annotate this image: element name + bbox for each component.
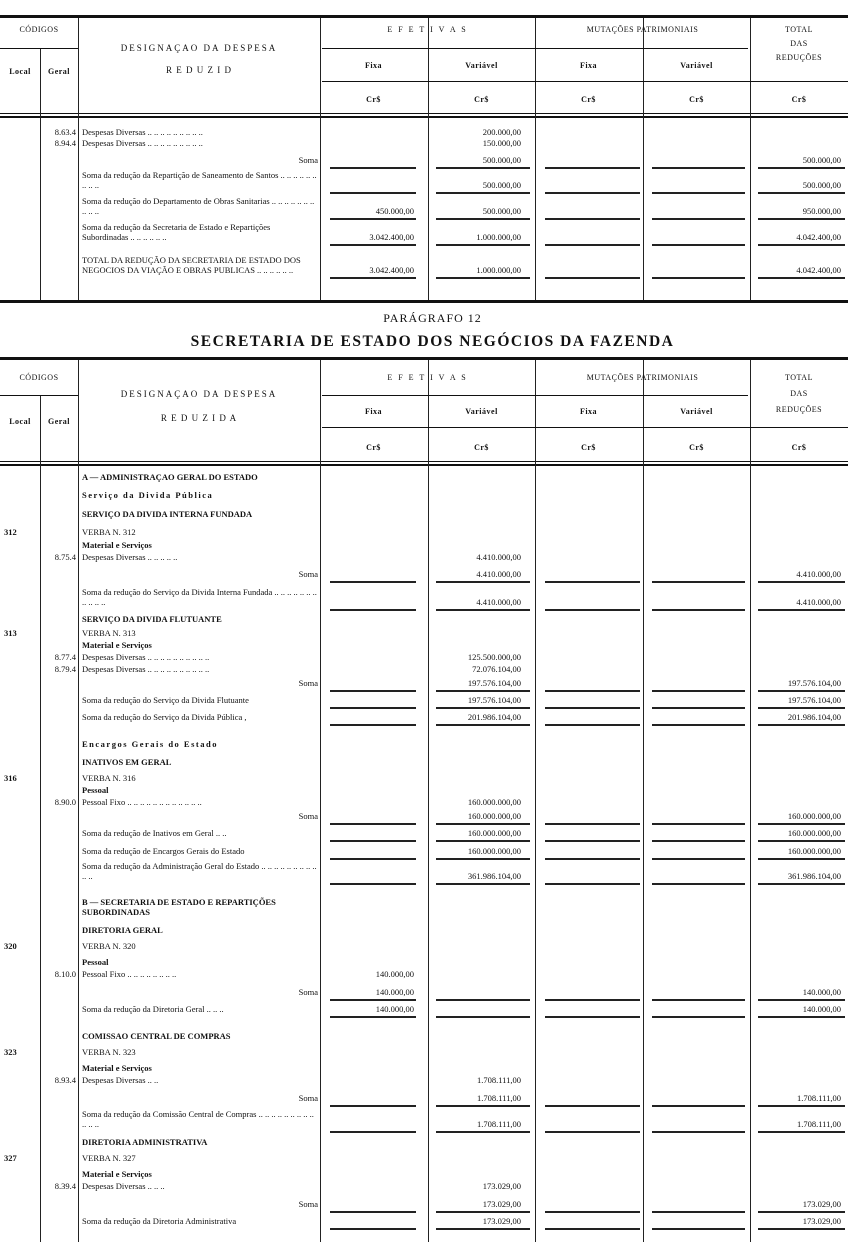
total-value: 500.000,00	[802, 180, 841, 190]
sum-underline	[758, 883, 845, 885]
efetivas-variavel-value: 72.076.104,00	[472, 664, 521, 674]
fixa-header: Fixa	[579, 61, 598, 70]
efetivas-fixa-value: 450.000,00	[375, 206, 414, 216]
efetivas-variavel-value: 1.000.000,00	[476, 232, 521, 242]
total-value: 197.576.104,00	[787, 678, 841, 688]
efetivas-variavel-value: 1.708.111,00	[477, 1119, 521, 1129]
sum-underline	[652, 999, 745, 1001]
expense-description: Soma	[298, 155, 318, 165]
currency-divider	[322, 427, 848, 428]
expense-description: Despesas Diversas .. ..	[82, 1075, 159, 1085]
general-code: 8.90.0	[54, 797, 76, 807]
local-code: 320	[4, 941, 17, 951]
sum-underline	[330, 1211, 416, 1213]
efetivas-variavel-value: 160.000.000,00	[467, 797, 521, 807]
sum-underline	[436, 840, 530, 842]
sum-underline	[436, 277, 530, 279]
efetivas-variavel-value: 173.029,00	[482, 1181, 521, 1191]
expense-description: Serviço da Divida Pública	[82, 490, 214, 500]
local-code: 313	[4, 628, 17, 638]
local-header: Local	[9, 417, 31, 426]
variavel-header: Variável	[465, 407, 498, 416]
sum-underline	[436, 1228, 530, 1230]
sum-underline	[652, 858, 745, 860]
sum-underline	[330, 192, 416, 194]
reduzida-header: R E D U Z I D A	[160, 413, 238, 423]
expense-description: Material e Serviços	[82, 1063, 152, 1073]
sum-underline	[758, 192, 845, 194]
designation-header: DESIGNAÇAO DA DESPESA	[120, 389, 278, 399]
sum-underline	[545, 192, 640, 194]
general-code: 8.75.4	[54, 552, 76, 562]
geral-header: Geral	[47, 67, 71, 76]
total-value: 1.708.111,00	[797, 1119, 841, 1129]
sum-underline	[436, 1105, 530, 1107]
efetivas-variavel-value: 200.000,00	[482, 127, 521, 137]
local-code: 316	[4, 773, 17, 783]
sum-underline	[330, 609, 416, 611]
sum-underline	[652, 1105, 745, 1107]
sum-underline	[758, 1228, 845, 1230]
efetivas-variavel-value: 160.000.000,00	[467, 828, 521, 838]
sum-underline	[545, 1131, 640, 1133]
sum-underline	[436, 192, 530, 194]
expense-description: VERBA N. 312	[82, 527, 136, 537]
expense-description: Soma da redução do Serviço da Divida Pública ,	[82, 712, 247, 722]
efetivas-variavel-value: 197.576.104,00	[467, 678, 521, 688]
currency-header: Cr$	[689, 95, 704, 104]
sum-underline	[330, 883, 416, 885]
efetivas-variavel-value: 125.500.000,00	[467, 652, 521, 662]
fixa-header: Fixa	[364, 407, 383, 416]
sum-underline	[652, 218, 745, 220]
sum-underline	[545, 1016, 640, 1018]
sum-underline	[436, 999, 530, 1001]
efetivas-variavel-value: 4.410.000,00	[476, 552, 521, 562]
total-value: 160.000.000,00	[787, 846, 841, 856]
sum-underline	[652, 823, 745, 825]
expense-description: VERBA N. 320	[82, 941, 136, 951]
efetivas-header: E F E T I V A S	[387, 25, 468, 34]
sum-underline	[436, 1211, 530, 1213]
sum-underline	[545, 823, 640, 825]
expense-description: Soma da redução de Encargos Gerais do Estado	[82, 846, 245, 856]
expense-description: Soma	[298, 569, 318, 579]
sum-underline	[652, 1228, 745, 1230]
expense-description: Pessoal	[82, 957, 109, 967]
expense-description: INATIVOS EM GERAL	[82, 757, 172, 767]
expense-description: Pessoal Fixo .. .. .. .. .. .. .. ..	[82, 969, 177, 979]
total-header: DAS	[790, 389, 808, 398]
sum-underline	[758, 724, 845, 726]
sum-underline	[652, 1211, 745, 1213]
sum-underline	[758, 1105, 845, 1107]
sum-underline	[330, 823, 416, 825]
efetivas-fixa-value: 3.042.400,00	[369, 265, 414, 275]
column-divider	[535, 360, 536, 1242]
reduzida-header: R E D U Z I D	[166, 65, 232, 75]
expense-description: Material e Serviços	[82, 640, 152, 650]
efetivas-variavel-value: 1.708.111,00	[477, 1075, 521, 1085]
designation-header: DESIGNAÇAO DA DESPESA	[120, 43, 278, 53]
column-divider	[750, 360, 751, 1242]
sum-underline	[330, 167, 416, 169]
expense-description: Soma da redução do Departamento de Obras Sanitarias .. .. .. .. .. .. .. .. .. ..	[82, 196, 315, 216]
currency-header: Cr$	[474, 443, 489, 452]
column-divider	[78, 360, 79, 1242]
expense-description: Despesas Diversas .. .. .. .. .. .. .. .. .. ..	[82, 652, 210, 662]
local-header: Local	[9, 67, 31, 76]
total-value: 4.410.000,00	[796, 597, 841, 607]
sum-underline	[436, 218, 530, 220]
efetivas-variavel-value: 1.000.000,00	[476, 265, 521, 275]
sum-underline	[758, 707, 845, 709]
general-code: 8.93.4	[54, 1075, 76, 1085]
expense-description: Soma	[298, 987, 318, 997]
sum-underline	[436, 858, 530, 860]
variavel-header: Variável	[680, 61, 713, 70]
expense-description: Soma	[298, 678, 318, 688]
sum-underline	[652, 277, 745, 279]
expense-description: VERBA N. 313	[82, 628, 136, 638]
sum-underline	[758, 823, 845, 825]
sum-underline	[758, 1131, 845, 1133]
efetivas-variavel-value: 197.576.104,00	[467, 695, 521, 705]
sum-underline	[330, 707, 416, 709]
column-divider	[78, 18, 79, 300]
sum-underline	[652, 724, 745, 726]
expense-description: DIRETORIA ADMINISTRATIVA	[82, 1137, 208, 1147]
general-code: 8.63.4	[54, 127, 76, 137]
sum-underline	[545, 724, 640, 726]
expense-description: Soma	[298, 1093, 318, 1103]
sum-underline	[330, 218, 416, 220]
sum-underline	[330, 277, 416, 279]
sum-underline	[330, 1105, 416, 1107]
sum-underline	[436, 707, 530, 709]
currency-header: Cr$	[366, 443, 381, 452]
efetivas-variavel-value: 150.000,00	[482, 138, 521, 148]
sum-underline	[652, 690, 745, 692]
total-header: REDUÇÕES	[775, 53, 823, 62]
total-header: DAS	[790, 39, 808, 48]
currency-divider	[322, 81, 848, 82]
total-value: 160.000.000,00	[787, 811, 841, 821]
expense-description: B — SECRETARIA DE ESTADO E REPARTIÇÕES SUBORDINADAS	[82, 897, 276, 917]
total-value: 4.042.400,00	[796, 265, 841, 275]
sum-underline	[330, 581, 416, 583]
expense-description: Despesas Diversas .. .. .. .. ..	[82, 552, 178, 562]
efetivas-variavel-value: 160.000.000,00	[467, 846, 521, 856]
general-code: 8.39.4	[54, 1181, 76, 1191]
subheader-divider	[322, 395, 748, 396]
sum-underline	[545, 883, 640, 885]
general-code: 8.94.4	[54, 138, 76, 148]
currency-header: Cr$	[791, 95, 807, 104]
total-value: 361.986.104,00	[787, 871, 841, 881]
efetivas-variavel-value: 173.029,00	[482, 1216, 521, 1226]
expense-description: Soma da redução da Secretaria de Estado e Repartições Subordinadas .. .. .. .. .. ..	[82, 222, 271, 242]
expense-description: Material e Serviços	[82, 1169, 152, 1179]
efetivas-variavel-value: 4.410.000,00	[476, 569, 521, 579]
column-divider	[643, 360, 644, 1242]
sum-underline	[330, 690, 416, 692]
sum-underline	[545, 999, 640, 1001]
sum-underline	[330, 1228, 416, 1230]
header-bottom-rule	[0, 113, 848, 114]
total-value: 140.000,00	[802, 987, 841, 997]
expense-description: TOTAL DA REDUÇÃO DA SECRETARIA DE ESTADO DOS NEGOCIOS DA VIAÇÃO E OBRAS PUBLICAS .. .. .. .. .. ..	[82, 255, 301, 275]
sum-underline	[330, 1131, 416, 1133]
expense-description: Pessoal Fixo .. .. .. .. .. .. .. .. .. .. .. ..	[82, 797, 202, 807]
total-value: 173.029,00	[802, 1216, 841, 1226]
sum-underline	[436, 1131, 530, 1133]
sum-underline	[545, 1105, 640, 1107]
sum-underline	[436, 883, 530, 885]
expense-description: Soma	[298, 1199, 318, 1209]
expense-description: Despesas Diversas .. .. .. .. .. .. .. .. ..	[82, 138, 203, 148]
sum-underline	[652, 581, 745, 583]
general-code: 8.79.4	[54, 664, 76, 674]
currency-header: Cr$	[581, 443, 596, 452]
expense-description: SERVIÇO DA DIVIDA INTERNA FUNDADA	[82, 509, 253, 519]
expense-description: Soma da redução do Serviço da Divida Flutuante	[82, 695, 249, 705]
sum-underline	[436, 244, 530, 246]
header-bottom-rule	[0, 464, 848, 466]
sum-underline	[330, 244, 416, 246]
expense-description: Despesas Diversas .. .. ..	[82, 1181, 165, 1191]
currency-header: Cr$	[791, 443, 807, 452]
sum-underline	[652, 840, 745, 842]
total-value: 500.000,00	[802, 155, 841, 165]
expense-description: SERVIÇO DA DIVIDA FLUTUANTE	[82, 614, 222, 624]
variavel-header: Variável	[680, 407, 713, 416]
sum-underline	[652, 609, 745, 611]
expense-description: Soma da redução da Repartição de Saneamento de Santos .. .. .. .. .. .. .. .. ..	[82, 170, 317, 190]
sum-underline	[545, 244, 640, 246]
efetivas-variavel-value: 500.000,00	[482, 180, 521, 190]
sum-underline	[652, 244, 745, 246]
currency-header: Cr$	[474, 95, 489, 104]
codes-header: CÓDIGOS	[19, 25, 59, 34]
header-bottom-rule	[0, 116, 848, 118]
efetivas-variavel-value: 201.986.104,00	[467, 712, 521, 722]
efetivas-fixa-value: 140.000,00	[375, 969, 414, 979]
efetivas-fixa-value: 140.000,00	[375, 1004, 414, 1014]
efetivas-header: E F E T I V A S	[387, 373, 468, 382]
sum-underline	[545, 1228, 640, 1230]
codes-header: CÓDIGOS	[19, 373, 59, 382]
expense-description: DIRETORIA GERAL	[82, 925, 163, 935]
sum-underline	[436, 581, 530, 583]
local-code: 327	[4, 1153, 17, 1163]
header-bottom-rule	[0, 461, 848, 462]
sum-underline	[330, 840, 416, 842]
table-top-rule	[0, 15, 848, 18]
sum-underline	[436, 167, 530, 169]
expense-description: Despesas Diversas .. .. .. .. .. .. .. .. ..	[82, 127, 203, 137]
expense-description: Soma da redução de Inativos em Geral .. ..	[82, 828, 227, 838]
total-value: 4.042.400,00	[796, 232, 841, 242]
sum-underline	[758, 999, 845, 1001]
sum-underline	[758, 609, 845, 611]
expense-description: Pessoal	[82, 785, 109, 795]
sum-underline	[758, 1211, 845, 1213]
expense-description: VERBA N. 327	[82, 1153, 136, 1163]
total-header: TOTAL	[785, 25, 813, 34]
sum-underline	[436, 823, 530, 825]
expense-description: Soma da redução do Serviço da Divida Interna Fundada .. .. .. .. .. .. .. .. .. .. ..	[82, 587, 317, 607]
sum-underline	[545, 690, 640, 692]
total-header: TOTAL	[785, 373, 813, 382]
total-value: 1.708.111,00	[797, 1093, 841, 1103]
fixa-header: Fixa	[364, 61, 383, 70]
sum-underline	[545, 277, 640, 279]
sum-underline	[330, 999, 416, 1001]
sum-underline	[652, 883, 745, 885]
sum-underline	[545, 707, 640, 709]
sum-underline	[330, 724, 416, 726]
sum-underline	[436, 690, 530, 692]
sum-underline	[545, 581, 640, 583]
currency-header: Cr$	[689, 443, 704, 452]
efetivas-variavel-value: 500.000,00	[482, 206, 521, 216]
subheader-divider	[322, 48, 748, 49]
efetivas-variavel-value: 1.708.111,00	[477, 1093, 521, 1103]
sum-underline	[330, 1016, 416, 1018]
sum-underline	[545, 609, 640, 611]
expense-description: Material e Serviços	[82, 540, 152, 550]
sum-underline	[652, 1016, 745, 1018]
total-value: 197.576.104,00	[787, 695, 841, 705]
column-divider	[320, 360, 321, 1242]
column-divider	[40, 395, 41, 1242]
sum-underline	[545, 167, 640, 169]
sum-underline	[545, 840, 640, 842]
local-code: 312	[4, 527, 17, 537]
sum-underline	[758, 244, 845, 246]
sum-underline	[758, 1016, 845, 1018]
expense-description: VERBA N. 316	[82, 773, 136, 783]
local-code: 323	[4, 1047, 17, 1057]
sum-underline	[758, 840, 845, 842]
currency-header: Cr$	[366, 95, 381, 104]
sum-underline	[758, 581, 845, 583]
efetivas-variavel-value: 160.000.000,00	[467, 811, 521, 821]
codes-divider	[0, 395, 78, 396]
efetivas-fixa-value: 3.042.400,00	[369, 232, 414, 242]
table-bottom-rule	[0, 300, 848, 303]
efetivas-variavel-value: 500.000,00	[482, 155, 521, 165]
efetivas-variavel-value: 361.986.104,00	[467, 871, 521, 881]
expense-description: Soma da redução da Comissão Central de Compras .. .. .. .. .. .. .. .. .. .. .. ..	[82, 1109, 314, 1129]
expense-description: Soma	[298, 811, 318, 821]
column-divider	[40, 48, 41, 300]
expense-description: Soma da redução da Diretoria Administrativa	[82, 1216, 237, 1226]
expense-description: A — ADMINISTRAÇAO GERAL DO ESTADO	[82, 472, 258, 482]
sum-underline	[545, 858, 640, 860]
sum-underline	[330, 858, 416, 860]
sum-underline	[436, 1016, 530, 1018]
table-top-rule	[0, 357, 848, 360]
variavel-header: Variável	[465, 61, 498, 70]
efetivas-variavel-value: 4.410.000,00	[476, 597, 521, 607]
sum-underline	[758, 167, 845, 169]
total-value: 160.000.000,00	[787, 828, 841, 838]
efetivas-fixa-value: 140.000,00	[375, 987, 414, 997]
sum-underline	[758, 218, 845, 220]
mutacoes-header: MUTAÇÕES PATRIMONIAIS	[586, 25, 699, 34]
expense-description: Despesas Diversas .. .. .. .. .. .. .. .. .. ..	[82, 664, 210, 674]
section-title: SECRETARIA DE ESTADO DOS NEGÓCIOS DA FAZENDA	[190, 333, 675, 350]
sum-underline	[758, 277, 845, 279]
total-value: 173.029,00	[802, 1199, 841, 1209]
codes-divider	[0, 48, 78, 49]
currency-header: Cr$	[581, 95, 596, 104]
total-value: 201.986.104,00	[787, 712, 841, 722]
fixa-header: Fixa	[579, 407, 598, 416]
sum-underline	[652, 167, 745, 169]
sum-underline	[436, 609, 530, 611]
total-value: 140.000,00	[802, 1004, 841, 1014]
mutacoes-header: MUTAÇÕES PATRIMONIAIS	[586, 373, 699, 382]
total-value: 950.000,00	[802, 206, 841, 216]
total-value: 4.410.000,00	[796, 569, 841, 579]
expense-description: Encargos Gerais do Estado	[82, 739, 218, 749]
expense-description: VERBA N. 323	[82, 1047, 136, 1057]
expense-description: Soma da redução da Diretoria Geral .. .. ..	[82, 1004, 224, 1014]
expense-description: COMISSAO CENTRAL DE COMPRAS	[82, 1031, 231, 1041]
sum-underline	[545, 1211, 640, 1213]
sum-underline	[545, 218, 640, 220]
general-code: 8.10.0	[54, 969, 76, 979]
sum-underline	[652, 707, 745, 709]
general-code: 8.77.4	[54, 652, 76, 662]
sum-underline	[652, 192, 745, 194]
expense-description: Soma da redução da Administração Geral do Estado .. .. .. .. .. .. .. .. .. .. ..	[82, 861, 317, 881]
geral-header: Geral	[47, 417, 71, 426]
sum-underline	[758, 690, 845, 692]
sum-underline	[436, 724, 530, 726]
paragraph-label: PARÁGRAFO 12	[383, 311, 482, 325]
efetivas-variavel-value: 173.029,00	[482, 1199, 521, 1209]
sum-underline	[652, 1131, 745, 1133]
sum-underline	[758, 858, 845, 860]
total-header: REDUÇÕES	[775, 405, 823, 414]
